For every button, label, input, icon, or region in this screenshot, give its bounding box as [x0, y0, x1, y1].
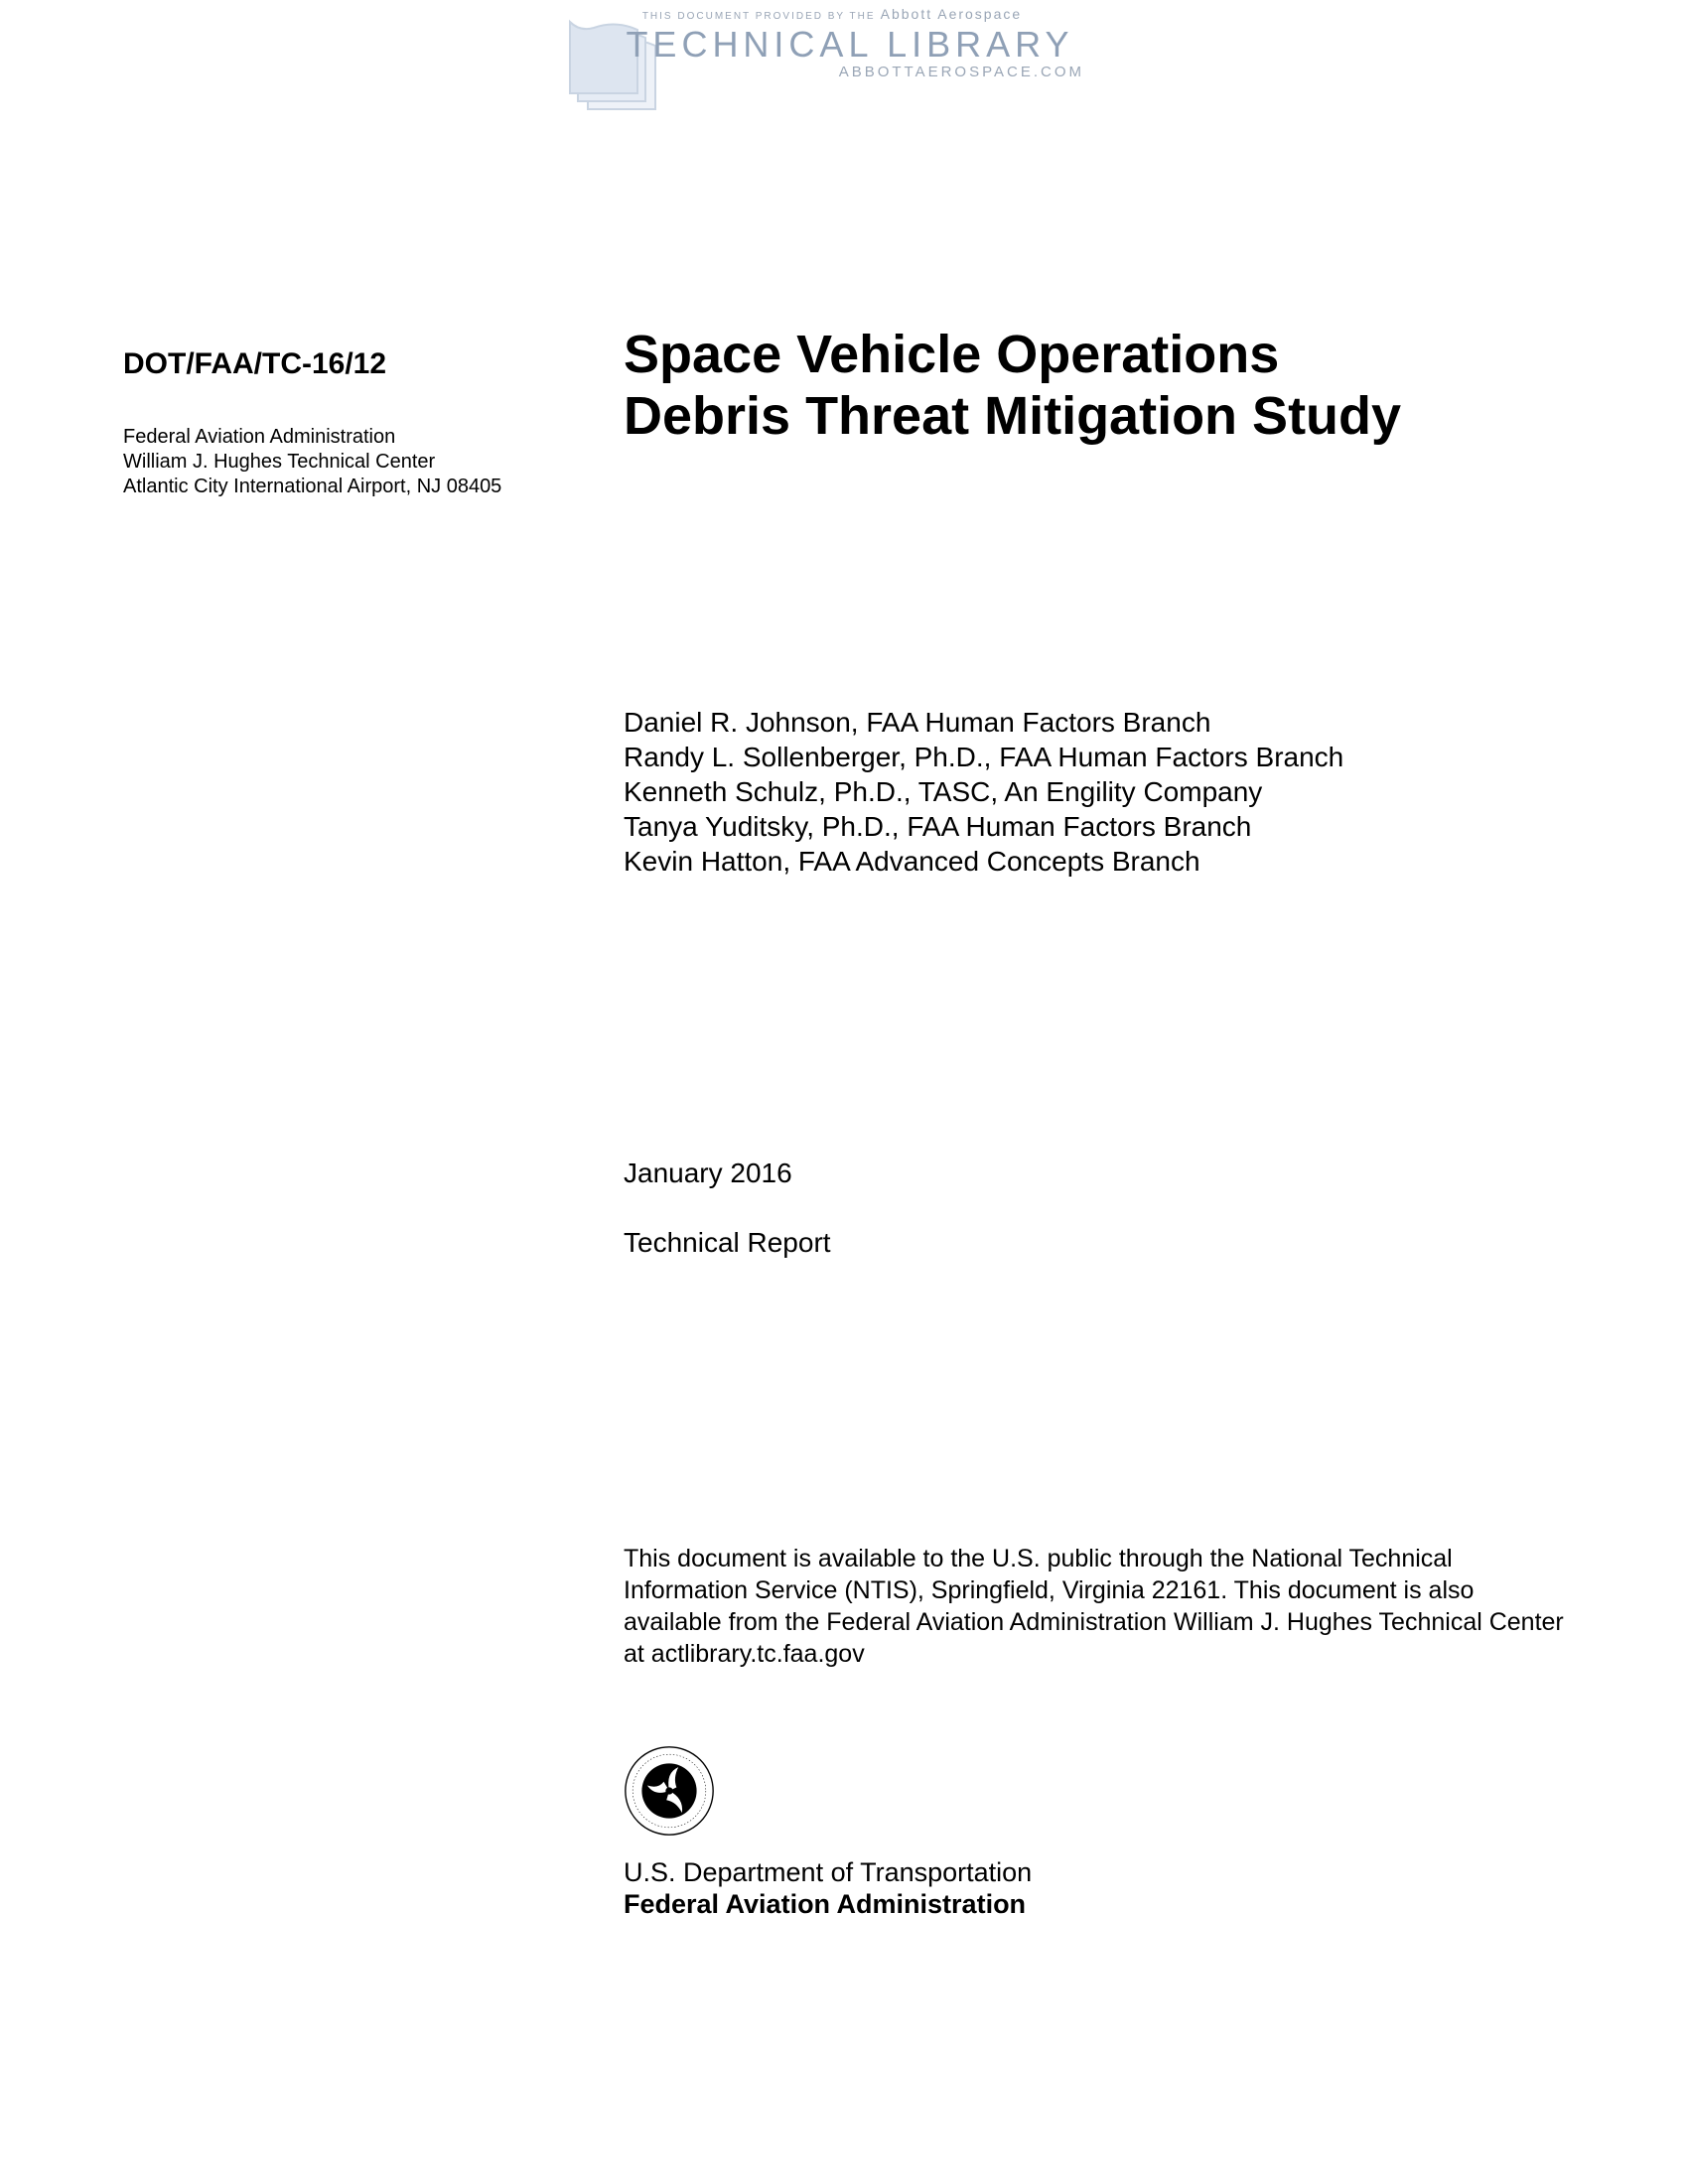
author-entry: Tanya Yuditsky, Ph.D., FAA Human Factors Branch [624, 811, 1252, 842]
availability-statement: This document is available to the U.S. public through the National Technical Information Service (NTIS), Springfield, Virginia 22161. This document is also available from the Federal Aviation Administration William J. Hughes Technical Center at actlibrary.tc.faa.gov [624, 1545, 1564, 1668]
watermark-provider-line: THIS DOCUMENT PROVIDED BY THE Abbott Aerospace [641, 6, 1023, 22]
watermark-website: ABBOTTAEROSPACE.COM [838, 64, 1084, 80]
department-name: U.S. Department of Transportation [624, 1857, 1033, 1887]
report-title [624, 324, 1401, 447]
dot-seal-icon [624, 1745, 715, 1837]
author-list [624, 705, 1343, 879]
report-type: Technical Report [624, 1227, 831, 1258]
organization-address [123, 425, 501, 499]
agency-block [624, 1856, 1032, 1920]
author-entry: Kenneth Schulz, Ph.D., TASC, An Engility Company [624, 776, 1263, 807]
title-line: Space Vehicle Operations [624, 325, 1280, 384]
report-date: January 2016 [624, 1158, 792, 1188]
author-entry: Daniel R. Johnson, FAA Human Factors Branch [624, 707, 1211, 738]
organization-line: William J. Hughes Technical Center [123, 451, 436, 473]
author-entry: Kevin Hatton, FAA Advanced Concepts Branch [624, 846, 1200, 877]
agency-name: Federal Aviation Administration [624, 1889, 1027, 1919]
author-entry: Randy L. Sollenberger, Ph.D., FAA Human Factors Branch [624, 742, 1344, 772]
organization-line: Atlantic City International Airport, NJ 08405 [123, 476, 502, 497]
technical-library-watermark [568, 4, 1084, 115]
title-line: Debris Threat Mitigation Study [624, 386, 1402, 446]
watermark-library-title: TECHNICAL LIBRARY [626, 24, 1074, 65]
report-number: DOT/FAA/TC-16/12 [123, 347, 387, 380]
organization-line: Federal Aviation Administration [123, 426, 396, 448]
